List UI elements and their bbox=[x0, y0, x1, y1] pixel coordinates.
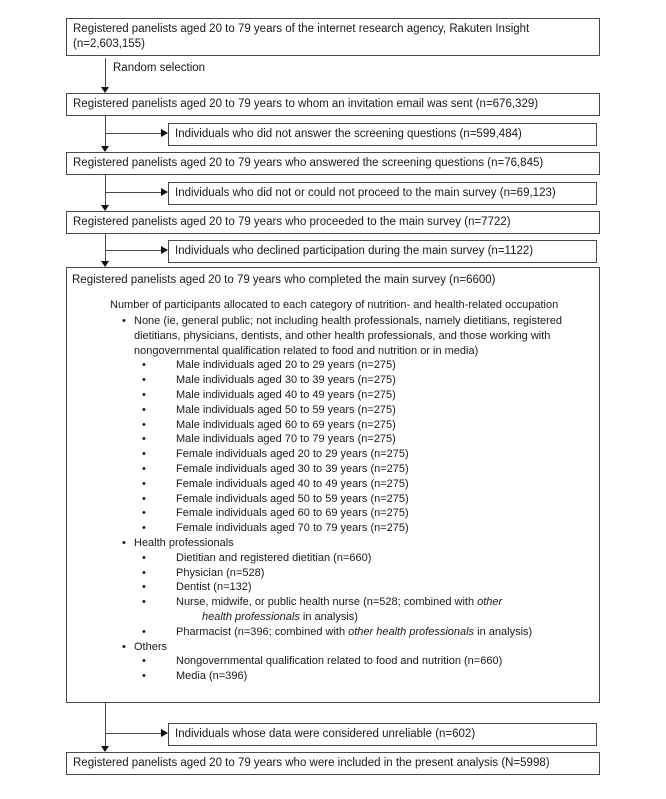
bullet-icon: • bbox=[142, 403, 146, 416]
bullet-icon: • bbox=[142, 448, 146, 461]
flow-box-excluded-unreliable-text: Individuals whose data were considered unreliable (n=602) bbox=[175, 728, 476, 740]
connector-hline-4 bbox=[105, 733, 162, 734]
list-item-text: Male individuals aged 40 to 49 years (n=275) bbox=[176, 388, 396, 401]
bullet-icon: • bbox=[142, 566, 146, 579]
list-item-text: Female individuals aged 60 to 69 years (n=275) bbox=[176, 507, 409, 520]
flow-box-excluded-declined-text: Individuals who declined participation during the main survey (n=1122) bbox=[175, 245, 534, 257]
list-item-text: Dietitian and registered dietitian (n=660) bbox=[176, 551, 372, 564]
list-item bbox=[142, 551, 593, 566]
bullet-icon: • bbox=[122, 536, 126, 549]
flow-box-answered-text: Registered panelists aged 20 to 79 years who answered the screening questions (n=76,845) bbox=[73, 157, 544, 169]
bullet-icon: • bbox=[142, 522, 146, 535]
list-item-text: Male individuals aged 60 to 69 years (n=275) bbox=[176, 418, 396, 431]
bullet-icon: • bbox=[142, 492, 146, 505]
list-item bbox=[142, 403, 593, 418]
list-item bbox=[142, 418, 593, 433]
flow-box-source-text: Registered panelists aged 20 to 79 years of the internet research agency, Rakuten Insight (n=2,603,155) bbox=[73, 23, 530, 50]
list-item bbox=[142, 492, 593, 507]
list-item-text: Male individuals aged 30 to 39 years (n=275) bbox=[176, 374, 396, 387]
list-item-text: Nurse, midwife, or public health nurse (n=528; combined with other health professionals in analysis) bbox=[176, 596, 503, 623]
connector-vline-5 bbox=[105, 703, 106, 746]
bullet-icon: • bbox=[142, 433, 146, 446]
flow-box-proceeded-text: Registered panelists aged 20 to 79 years who proceeded to the main survey (n=7722) bbox=[73, 216, 511, 228]
flow-box-invited-text: Registered panelists aged 20 to 79 years to whom an invitation email was sent (n=676,329) bbox=[73, 98, 539, 110]
list-item bbox=[142, 580, 593, 595]
bullet-icon: • bbox=[142, 670, 146, 683]
bullet-icon: • bbox=[142, 581, 146, 594]
arrow-right-icon bbox=[161, 246, 168, 254]
category-health-professionals-label: Health professionals bbox=[134, 536, 234, 549]
bullet-icon: • bbox=[142, 374, 146, 387]
list-item bbox=[142, 432, 593, 447]
arrow-down-icon bbox=[101, 87, 109, 93]
connector-hline-3 bbox=[105, 250, 162, 251]
list-item-text: Female individuals aged 20 to 29 years (n=275) bbox=[176, 448, 409, 461]
list-item bbox=[142, 521, 593, 536]
bullet-icon: • bbox=[142, 418, 146, 431]
category-others-items bbox=[142, 654, 593, 684]
flow-box-final-text: Registered panelists aged 20 to 79 years who were included in the present analysis (N=5998) bbox=[73, 757, 550, 769]
category-none bbox=[122, 314, 593, 536]
list-item-text: Male individuals aged 70 to 79 years (n=275) bbox=[176, 433, 396, 446]
flow-box-answered bbox=[66, 152, 600, 175]
bullet-icon: • bbox=[142, 388, 146, 401]
bullet-icon: • bbox=[142, 462, 146, 475]
category-health-professionals-items bbox=[142, 551, 593, 640]
arrow-down-icon bbox=[101, 205, 109, 211]
arrow-down-icon bbox=[101, 746, 109, 752]
list-item-text: Female individuals aged 50 to 59 years (n=275) bbox=[176, 492, 409, 505]
arrow-right-icon bbox=[161, 729, 168, 737]
flow-box-invited bbox=[66, 93, 600, 116]
connector-vline-2 bbox=[105, 115, 106, 146]
list-item-text: Female individuals aged 30 to 39 years (n=275) bbox=[176, 462, 409, 475]
list-item-text: Female individuals aged 40 to 49 years (n=275) bbox=[176, 477, 409, 490]
bullet-icon: • bbox=[122, 315, 126, 327]
bullet-icon: • bbox=[142, 551, 146, 564]
category-others-label: Others bbox=[134, 640, 168, 653]
flow-box-excluded-proceed bbox=[168, 182, 597, 205]
list-item bbox=[142, 595, 593, 625]
flow-box-source bbox=[66, 18, 600, 56]
random-selection-label: Random selection bbox=[113, 62, 206, 74]
arrow-right-icon bbox=[161, 188, 168, 196]
list-item bbox=[142, 358, 593, 373]
list-item-text: Pharmacist (n=396; combined with other health professionals in analysis) bbox=[176, 625, 533, 638]
flow-box-excluded-proceed-text: Individuals who did not or could not proceed to the main survey (n=69,123) bbox=[175, 187, 556, 199]
list-item-text: Male individuals aged 50 to 59 years (n=275) bbox=[176, 403, 396, 416]
bullet-icon: • bbox=[142, 596, 146, 609]
list-item bbox=[142, 654, 593, 669]
list-item bbox=[142, 447, 593, 462]
completed-title: Registered panelists aged 20 to 79 years who completed the main survey (n=6600) bbox=[72, 274, 496, 286]
flow-box-final bbox=[66, 752, 600, 775]
list-item-text: Dentist (n=132) bbox=[176, 581, 252, 594]
flow-box-proceeded bbox=[66, 211, 600, 234]
connector-vline-1 bbox=[105, 58, 106, 88]
list-item-text: Nongovernmental qualification related to food and nutrition (n=660) bbox=[176, 655, 503, 668]
flow-box-excluded-screening-text: Individuals who did not answer the screening questions (n=599,484) bbox=[175, 128, 522, 140]
allocation-subtitle: Number of participants allocated to each category of nutrition- and health-related occupation bbox=[110, 299, 559, 311]
list-item bbox=[142, 506, 593, 521]
connector-vline-3 bbox=[105, 174, 106, 205]
list-item bbox=[142, 388, 593, 403]
list-item-text: Male individuals aged 20 to 29 years (n=275) bbox=[176, 359, 396, 372]
list-item-text: Female individuals aged 70 to 79 years (n=275) bbox=[176, 522, 409, 535]
category-none-items bbox=[142, 358, 593, 536]
arrow-down-icon bbox=[101, 261, 109, 267]
list-item bbox=[142, 669, 593, 684]
connector-vline-4 bbox=[105, 233, 106, 261]
flow-box-excluded-screening bbox=[168, 123, 597, 146]
category-others bbox=[122, 640, 593, 684]
category-list bbox=[122, 314, 593, 684]
category-health-professionals bbox=[122, 536, 593, 640]
bullet-icon: • bbox=[142, 477, 146, 490]
list-item-text: Media (n=396) bbox=[176, 670, 248, 683]
list-item-text: Physician (n=528) bbox=[176, 566, 265, 579]
list-item bbox=[142, 462, 593, 477]
bullet-icon: • bbox=[142, 507, 146, 520]
flow-box-completed bbox=[66, 267, 600, 703]
bullet-icon: • bbox=[142, 625, 146, 638]
connector-hline-1 bbox=[105, 133, 162, 134]
arrow-down-icon bbox=[101, 146, 109, 152]
arrow-right-icon bbox=[161, 129, 168, 137]
connector-hline-2 bbox=[105, 192, 162, 193]
bullet-icon: • bbox=[142, 359, 146, 372]
category-none-label: None (ie, general public; not including health professionals, namely dietitians, registered dietitians, physicians, dentists, and other health professionals, and those working with nongovernmental qualification related to food and nutrition or in media) bbox=[134, 315, 563, 357]
list-item bbox=[142, 373, 593, 388]
bullet-icon: • bbox=[122, 640, 126, 653]
list-item bbox=[142, 566, 593, 581]
list-item bbox=[142, 625, 593, 640]
list-item bbox=[142, 477, 593, 492]
bullet-icon: • bbox=[142, 655, 146, 668]
flow-box-excluded-declined bbox=[168, 240, 597, 263]
flow-box-excluded-unreliable bbox=[168, 723, 597, 746]
